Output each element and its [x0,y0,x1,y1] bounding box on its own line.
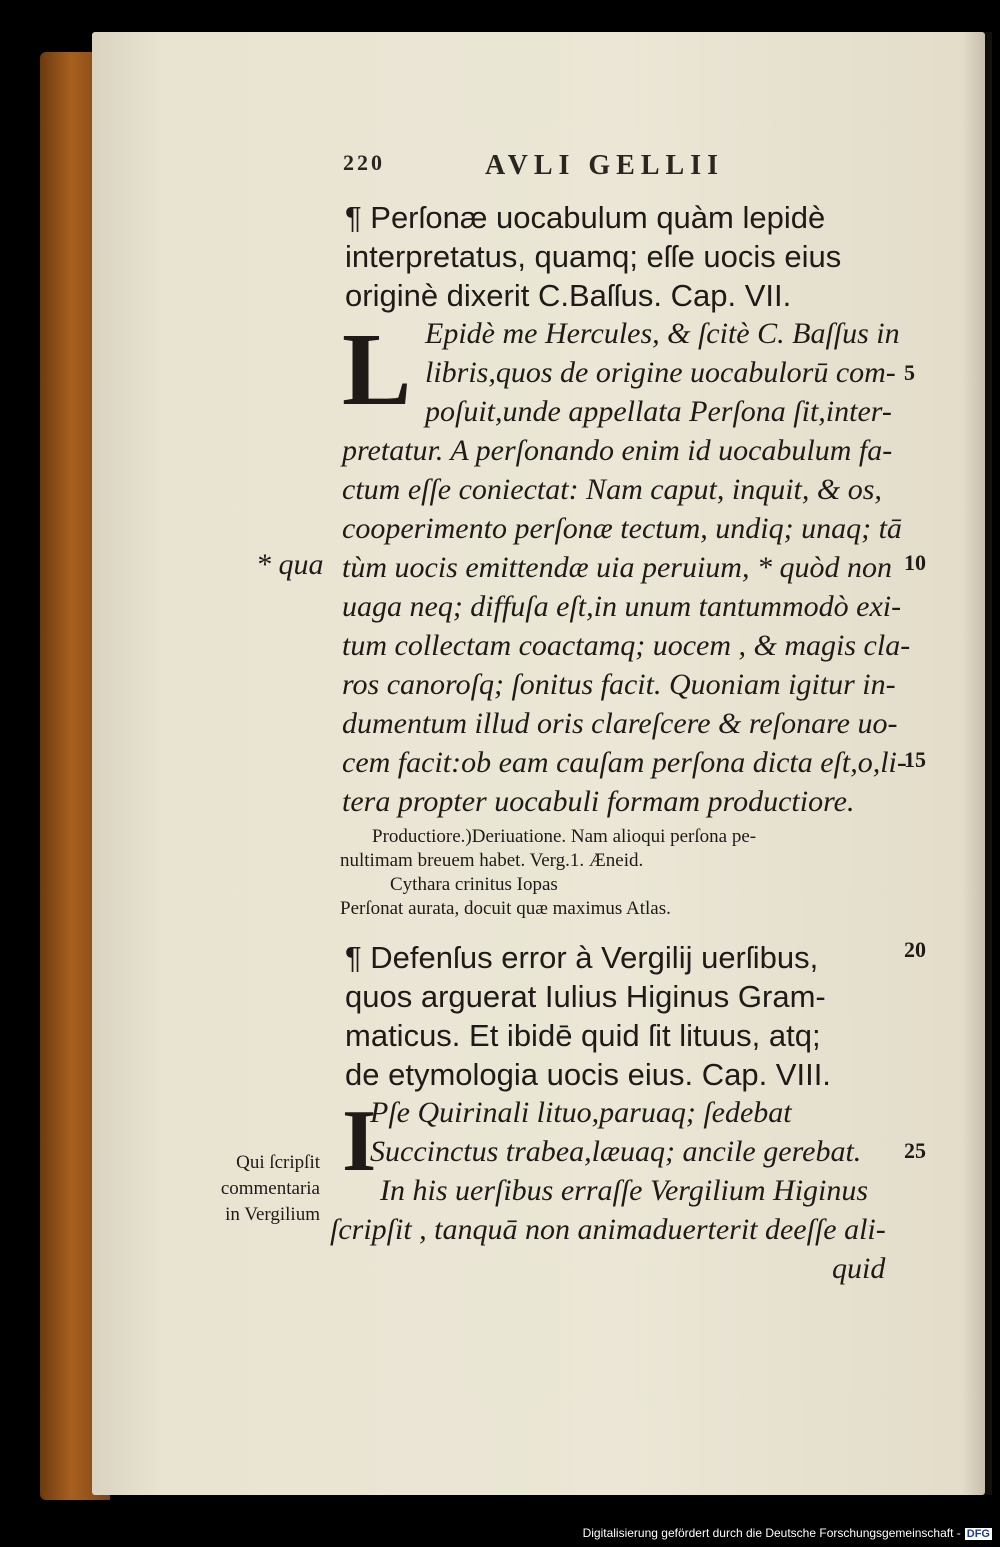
chapter7-body-line: tum collectam coactamq; uocem , & magis cla- [342,629,911,662]
chapter8-heading-line: ¶ Defenſus error à Vergilij uerſibus, [345,940,819,975]
line-number: 5 [904,360,915,385]
chapter8-body-line: Succinctus trabea,læuaq; ancile gerebat. [370,1135,862,1168]
chapter7-body-line: tera propter uocabuli formam productiore. [342,785,855,818]
chapter7-body-line: poſuit,unde appellata Perſona ſit,inter- [425,395,892,428]
chapter7-body-line: Epidè me Hercules, & ſcitè C. Baſſus in [425,317,900,350]
chapter7-body-line: ctum eſſe coniectat: Nam caput, inquit, & os, [342,473,882,506]
chapter8-dropcap: I [342,1093,377,1190]
commentary-note-line: Cythara crinitus Iopas [390,874,558,895]
chapter7-heading-line: originè dixerit C.Baſſus. Cap. VII. [345,278,792,313]
margin-note-qua: * qua [256,548,324,581]
margin-note-line: commentaria [220,1178,320,1199]
page-gutter-shadow [962,32,992,1495]
chapter8-body-line: Pſe Quirinali lituo,paruaq; ſedebat [370,1096,792,1129]
chapter7-body-line: libris,quos de origine uocabulorū com- [425,356,896,389]
chapter8-heading-line: de etymologia uocis eius. Cap. VIII. [345,1057,831,1092]
chapter7-heading-line: ¶ Perſonæ uocabulum quàm lepidè [345,200,826,235]
credit-text: Digitalisierung gefördert durch die Deutsche Forschungsgemeinschaft - [582,1526,961,1540]
chapter7-body-line: cem facit:ob eam cauſam perſona dicta eſt,o,li- [342,746,907,779]
commentary-note-line: nultimam breuem habet. Verg.1. Æneid. [340,850,644,871]
chapter7-body-line: dumentum illud oris clareſcere & reſonare uo- [342,707,898,740]
margin-note-commentary [205,1150,320,1228]
chapter7-heading-line: interpretatus, quamq; eſſe uocis eius [345,239,842,274]
chapter8-heading-line: maticus. Et ibidē quid ſit lituus, atq; [345,1018,821,1053]
chapter8-catchword: quid [832,1252,886,1285]
chapter8-body-line: ſcripſit , tanquā non animaduerterit deeſſe ali- [330,1213,886,1246]
page-number: 220 [343,150,385,175]
running-head [343,150,903,190]
line-number: 15 [904,747,926,772]
chapter7-dropcap: L [342,312,412,427]
chapter8-body-line: In his uerſibus erraſſe Vergilium Higinus [380,1174,869,1207]
line-number: 20 [904,937,926,962]
digitization-credit [583,1526,992,1540]
chapter8-heading-line: quos arguerat Iulius Higinus Gram- [345,979,826,1014]
chapter7-body-line: pretatur. A perſonando enim id uocabulum fa- [342,434,893,467]
margin-note-line: in Vergilium [225,1204,320,1225]
chapter7-body-line: tùm uocis emittendæ uia peruium, * quòd non [342,551,892,584]
running-title: AVLI GELLII [485,150,725,181]
chapter7-body-line: ros canoroſq; ſonitus facit. Quoniam igitur in- [342,668,896,701]
chapter7-body-line: cooperimento perſonæ tectum, undiq; unaq; tā [342,512,902,545]
line-number: 25 [904,1138,926,1163]
margin-note-line: Qui ſcripſit [236,1152,320,1173]
commentary-note-line: Productiore.)Deriuatione. Nam alioqui perſona pe- [372,826,757,847]
dfg-logo: DFG [966,1528,990,1540]
chapter7-body-line: uaga neq; diffuſa eſt,in unum tantummodò exi- [342,590,902,623]
commentary-note-line: Perſonat aurata, docuit quæ maximus Atlas. [340,898,671,919]
line-number: 10 [904,550,926,575]
